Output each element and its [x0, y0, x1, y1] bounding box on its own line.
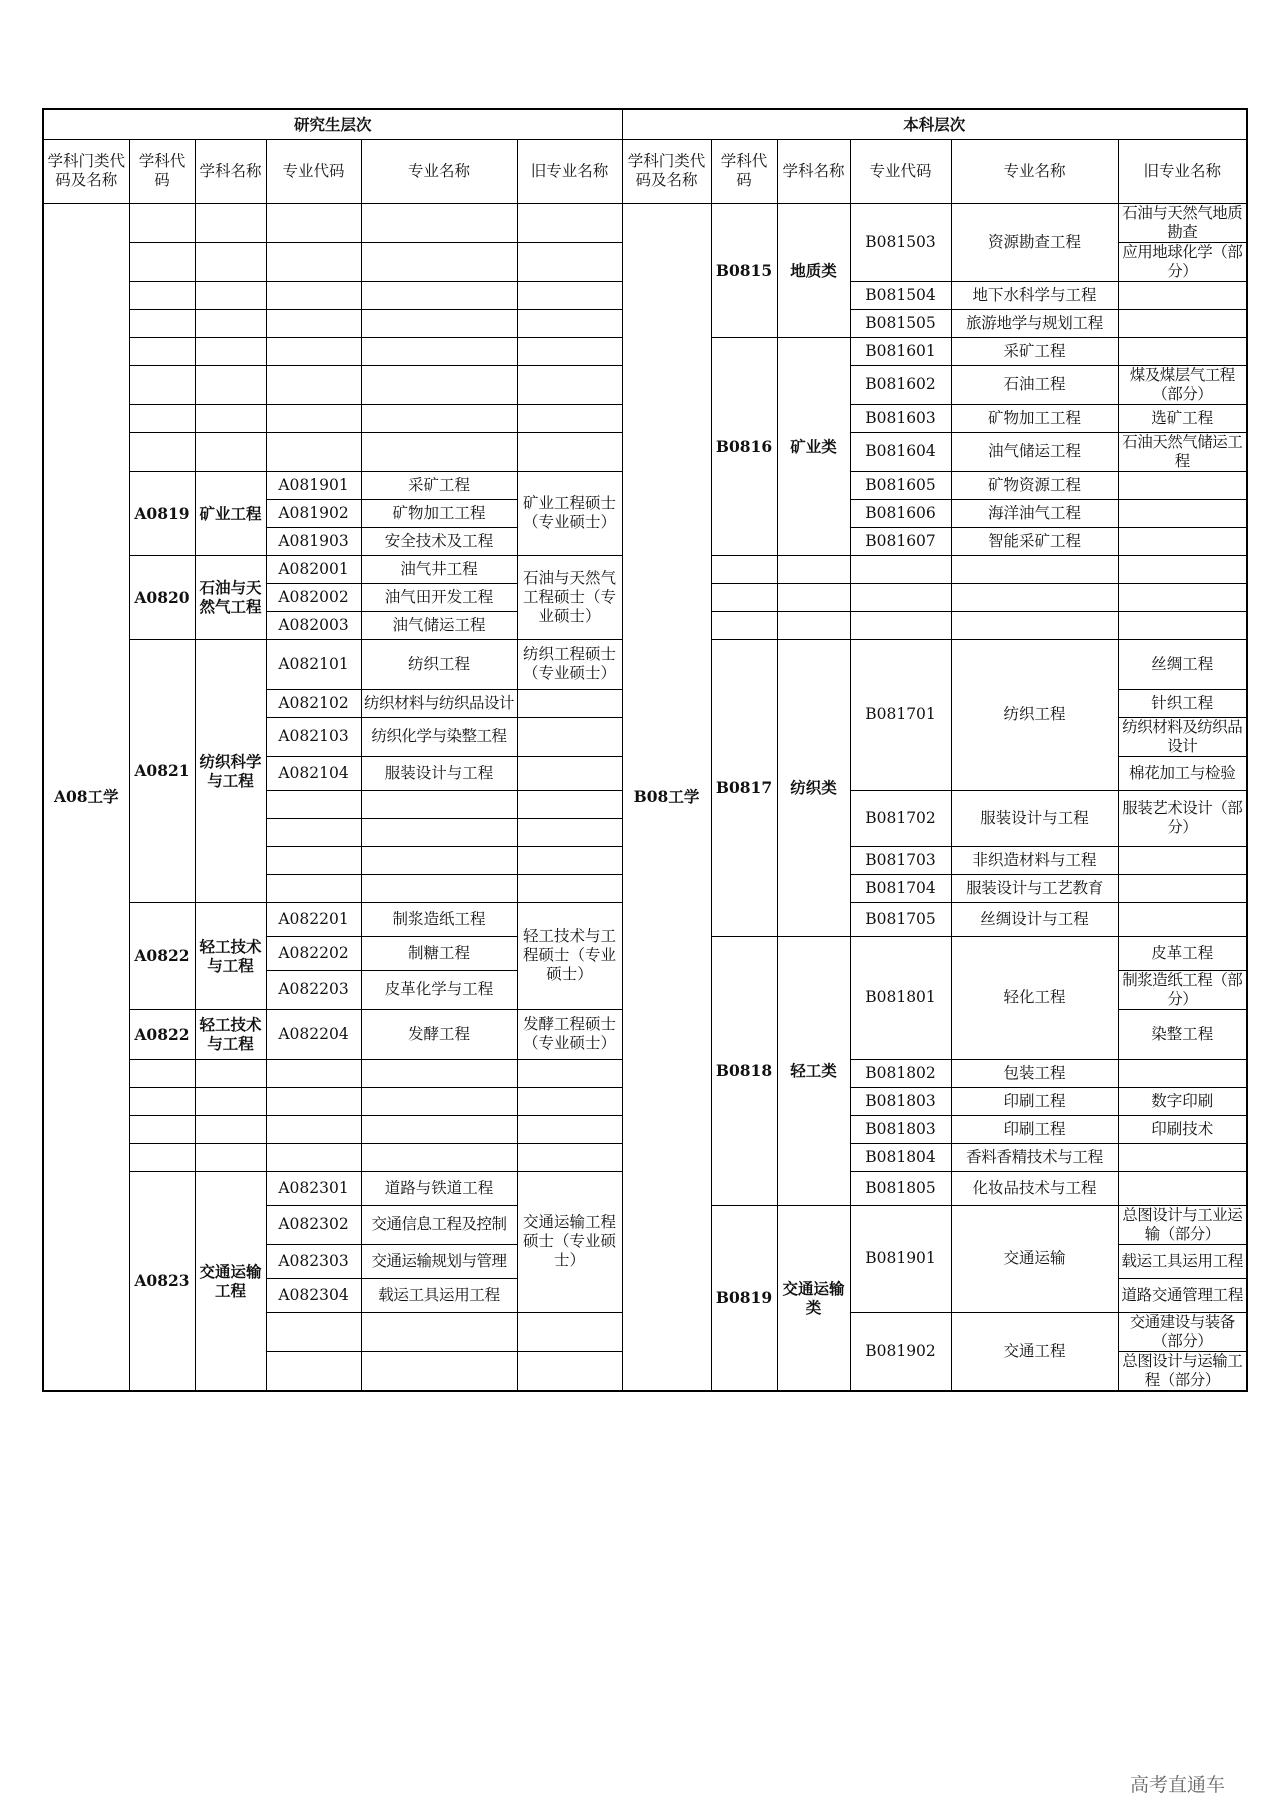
major-name: 油气井工程: [361, 555, 517, 583]
empty-cell: [517, 846, 622, 874]
major-name: 交通信息工程及控制: [361, 1205, 517, 1244]
old-major-name: 矿业工程硕士（专业硕士）: [517, 471, 622, 555]
major-name: 矿物加工工程: [361, 499, 517, 527]
empty-cell: [266, 1312, 361, 1351]
empty-cell: [517, 874, 622, 902]
major-name: 油气储运工程: [361, 611, 517, 639]
empty-cell: [195, 1087, 266, 1115]
discipline-name: 矿业工程: [195, 471, 266, 555]
empty-cell: [361, 432, 517, 471]
major-name: 油气储运工程: [951, 432, 1118, 471]
old-major-name: 数字印刷: [1118, 1087, 1247, 1115]
major-code: B081605: [850, 471, 951, 499]
major-code: A082002: [266, 583, 361, 611]
empty-cell: [129, 365, 195, 404]
discipline-name: 地质类: [777, 203, 850, 337]
major-name: 皮革化学与工程: [361, 970, 517, 1009]
empty-cell: [266, 1059, 361, 1087]
old-major-name: 服装艺术设计（部分）: [1118, 790, 1247, 846]
empty-cell: [195, 242, 266, 281]
major-name: 非织造材料与工程: [951, 846, 1118, 874]
empty-cell: [195, 281, 266, 309]
discipline-code: A0822: [129, 902, 195, 1009]
empty-cell: [517, 404, 622, 432]
major-code: B081603: [850, 404, 951, 432]
empty-cell: [517, 281, 622, 309]
major-name: 石油工程: [951, 365, 1118, 404]
old-major-name: 丝绸工程: [1118, 639, 1247, 689]
old-major-name: 交通运输工程硕士（专业硕士）: [517, 1171, 622, 1312]
major-code: B081805: [850, 1171, 951, 1205]
column-header: 学科门类代码及名称: [43, 139, 129, 203]
empty-cell: [266, 365, 361, 404]
old-major-name: 皮革工程: [1118, 936, 1247, 970]
empty-cell: [517, 790, 622, 818]
major-name: 纺织化学与染整工程: [361, 717, 517, 756]
empty-cell: [361, 309, 517, 337]
old-major-name: [1118, 846, 1247, 874]
major-code: A082103: [266, 717, 361, 756]
empty-cell: [195, 309, 266, 337]
empty-cell: [517, 432, 622, 471]
old-major-name: [1118, 281, 1247, 309]
empty-cell: [517, 337, 622, 365]
major-code: B081607: [850, 527, 951, 555]
empty-cell: [129, 242, 195, 281]
major-code: B081804: [850, 1143, 951, 1171]
major-name: 采矿工程: [361, 471, 517, 499]
major-code: B081505: [850, 309, 951, 337]
discipline-name: 矿业类: [777, 337, 850, 555]
empty-cell: [361, 1351, 517, 1391]
empty-cell: [266, 1351, 361, 1391]
major-code: B081803: [850, 1087, 951, 1115]
empty-cell: [129, 309, 195, 337]
old-major-name: 交通建设与装备（部分）: [1118, 1312, 1247, 1351]
major-name: 交通工程: [951, 1312, 1118, 1391]
major-code: B081703: [850, 846, 951, 874]
major-code: B081704: [850, 874, 951, 902]
major-name: 交通运输: [951, 1205, 1118, 1312]
discipline-name: 交通运输工程: [195, 1171, 266, 1391]
major-code: A082203: [266, 970, 361, 1009]
major-code: B081604: [850, 432, 951, 471]
major-code: B081602: [850, 365, 951, 404]
empty-cell: [266, 846, 361, 874]
empty-cell: [850, 555, 951, 583]
empty-cell: [195, 1143, 266, 1171]
major-code: B081802: [850, 1059, 951, 1087]
major-code: A082302: [266, 1205, 361, 1244]
old-major-name: [1118, 337, 1247, 365]
major-code: A082201: [266, 902, 361, 936]
major-code: B081702: [850, 790, 951, 846]
discipline-code: A0819: [129, 471, 195, 555]
category-label: B08工学: [622, 203, 711, 1391]
empty-cell: [517, 1059, 622, 1087]
major-catalog-table: [42, 108, 1248, 1392]
column-header: 旧专业名称: [517, 139, 622, 203]
empty-cell: [129, 1087, 195, 1115]
old-major-name: 石油天然气储运工程: [1118, 432, 1247, 471]
empty-cell: [361, 790, 517, 818]
empty-cell: [517, 1312, 622, 1351]
empty-cell: [195, 432, 266, 471]
major-code: A082301: [266, 1171, 361, 1205]
empty-cell: [266, 1115, 361, 1143]
old-major-name: 总图设计与运输工程（部分）: [1118, 1351, 1247, 1391]
major-code: A082003: [266, 611, 361, 639]
empty-cell: [266, 432, 361, 471]
empty-cell: [266, 337, 361, 365]
major-code: A082303: [266, 1244, 361, 1278]
empty-cell: [129, 337, 195, 365]
major-name: 香料香精技术与工程: [951, 1143, 1118, 1171]
table-row: [43, 203, 1247, 242]
major-code: B081803: [850, 1115, 951, 1143]
section-title-graduate: 研究生层次: [43, 109, 622, 139]
empty-cell: [517, 756, 622, 790]
old-major-name: 石油与天然气工程硕士（专业硕士）: [517, 555, 622, 639]
empty-cell: [777, 583, 850, 611]
old-major-name: 选矿工程: [1118, 404, 1247, 432]
discipline-code: A0821: [129, 639, 195, 902]
empty-cell: [850, 611, 951, 639]
empty-cell: [517, 203, 622, 242]
empty-cell: [711, 611, 777, 639]
major-name: 矿物资源工程: [951, 471, 1118, 499]
old-major-name: [1118, 902, 1247, 936]
major-name: 纺织材料与纺织品设计: [361, 689, 517, 717]
old-major-name: [1118, 499, 1247, 527]
old-major-name: [1118, 1171, 1247, 1205]
empty-cell: [361, 203, 517, 242]
empty-cell: [266, 1143, 361, 1171]
column-header: 学科代码: [711, 139, 777, 203]
empty-cell: [361, 1115, 517, 1143]
old-major-name: 轻工技术与工程硕士（专业硕士）: [517, 902, 622, 1009]
major-name: 道路与铁道工程: [361, 1171, 517, 1205]
major-code: A082101: [266, 639, 361, 689]
empty-cell: [361, 874, 517, 902]
column-header: 旧专业名称: [1118, 139, 1247, 203]
major-code: A082204: [266, 1009, 361, 1059]
empty-cell: [266, 790, 361, 818]
major-code: A082202: [266, 936, 361, 970]
empty-cell: [517, 717, 622, 756]
empty-cell: [711, 583, 777, 611]
empty-cell: [361, 1087, 517, 1115]
major-code: A081903: [266, 527, 361, 555]
discipline-code: B0819: [711, 1205, 777, 1391]
old-major-name: 针织工程: [1118, 689, 1247, 717]
major-name: 纺织工程: [361, 639, 517, 689]
major-code: A081901: [266, 471, 361, 499]
empty-cell: [951, 583, 1118, 611]
major-name: 油气田开发工程: [361, 583, 517, 611]
empty-cell: [195, 365, 266, 404]
major-name: 化妆品技术与工程: [951, 1171, 1118, 1205]
empty-cell: [129, 432, 195, 471]
empty-cell: [266, 404, 361, 432]
empty-cell: [361, 1312, 517, 1351]
empty-cell: [777, 555, 850, 583]
major-name: 载运工具运用工程: [361, 1278, 517, 1312]
empty-cell: [361, 281, 517, 309]
empty-cell: [517, 365, 622, 404]
header-row: [43, 139, 1247, 203]
major-code: A082001: [266, 555, 361, 583]
empty-cell: [951, 611, 1118, 639]
empty-cell: [266, 1087, 361, 1115]
major-name: 交通运输规划与管理: [361, 1244, 517, 1278]
empty-cell: [129, 281, 195, 309]
old-major-name: 总图设计与工业运输（部分）: [1118, 1205, 1247, 1244]
major-name: 智能采矿工程: [951, 527, 1118, 555]
column-header: 学科名称: [777, 139, 850, 203]
empty-cell: [711, 555, 777, 583]
major-name: 包装工程: [951, 1059, 1118, 1087]
discipline-code: A0823: [129, 1171, 195, 1391]
old-major-name: 纺织工程硕士（专业硕士）: [517, 639, 622, 689]
empty-cell: [517, 1115, 622, 1143]
discipline-code: B0818: [711, 936, 777, 1205]
old-major-name: 载运工具运用工程: [1118, 1244, 1247, 1278]
empty-cell: [195, 404, 266, 432]
major-name: 纺织工程: [951, 639, 1118, 790]
major-code: B081801: [850, 936, 951, 1059]
major-name: 服装设计与工艺教育: [951, 874, 1118, 902]
discipline-code: B0817: [711, 639, 777, 936]
major-name: 印刷工程: [951, 1115, 1118, 1143]
discipline-code: A0820: [129, 555, 195, 639]
old-major-name: [1118, 1143, 1247, 1171]
old-major-name: 道路交通管理工程: [1118, 1278, 1247, 1312]
watermark: 高考直通车: [1130, 1774, 1226, 1796]
empty-cell: [361, 818, 517, 846]
major-name: 矿物加工工程: [951, 404, 1118, 432]
major-name: 旅游地学与规划工程: [951, 309, 1118, 337]
empty-cell: [129, 404, 195, 432]
empty-cell: [195, 337, 266, 365]
old-major-name: [1118, 527, 1247, 555]
old-major-name: 纺织材料及纺织品设计: [1118, 717, 1247, 756]
major-code: A082304: [266, 1278, 361, 1312]
major-code: B081902: [850, 1312, 951, 1391]
major-code: B081705: [850, 902, 951, 936]
discipline-name: 轻工类: [777, 936, 850, 1205]
empty-cell: [1118, 583, 1247, 611]
empty-cell: [195, 1059, 266, 1087]
empty-cell: [361, 365, 517, 404]
empty-cell: [517, 242, 622, 281]
major-name: 采矿工程: [951, 337, 1118, 365]
discipline-code: A0822: [129, 1009, 195, 1059]
major-name: 丝绸设计与工程: [951, 902, 1118, 936]
major-code: B081504: [850, 281, 951, 309]
empty-cell: [517, 689, 622, 717]
empty-cell: [951, 555, 1118, 583]
old-major-name: 煤及煤层气工程（部分）: [1118, 365, 1247, 404]
major-name: 发酵工程: [361, 1009, 517, 1059]
empty-cell: [266, 874, 361, 902]
column-header: 专业名称: [951, 139, 1118, 203]
major-code: B081606: [850, 499, 951, 527]
discipline-code: B0815: [711, 203, 777, 337]
old-major-name: 染整工程: [1118, 1009, 1247, 1059]
empty-cell: [517, 1143, 622, 1171]
discipline-name: 轻工技术与工程: [195, 902, 266, 1009]
major-name: 印刷工程: [951, 1087, 1118, 1115]
old-major-name: [1118, 309, 1247, 337]
empty-cell: [129, 1143, 195, 1171]
empty-cell: [1118, 611, 1247, 639]
old-major-name: 棉花加工与检验: [1118, 756, 1247, 790]
discipline-name: 轻工技术与工程: [195, 1009, 266, 1059]
column-header: 学科门类代码及名称: [622, 139, 711, 203]
major-name: 轻化工程: [951, 936, 1118, 1059]
discipline-name: 石油与天然气工程: [195, 555, 266, 639]
empty-cell: [361, 846, 517, 874]
empty-cell: [361, 1059, 517, 1087]
column-header: 专业名称: [361, 139, 517, 203]
column-header: 专业代码: [266, 139, 361, 203]
category-label: A08工学: [43, 203, 129, 1391]
major-name: 制糖工程: [361, 936, 517, 970]
major-code: B081901: [850, 1205, 951, 1312]
old-major-name: 发酵工程硕士（专业硕士）: [517, 1009, 622, 1059]
old-major-name: [1118, 471, 1247, 499]
empty-cell: [361, 242, 517, 281]
column-header: 学科代码: [129, 139, 195, 203]
old-major-name: 应用地球化学（部分）: [1118, 242, 1247, 281]
empty-cell: [129, 1059, 195, 1087]
empty-cell: [517, 818, 622, 846]
major-name: 地下水科学与工程: [951, 281, 1118, 309]
empty-cell: [850, 583, 951, 611]
major-name: 安全技术及工程: [361, 527, 517, 555]
empty-cell: [361, 1143, 517, 1171]
section-title-undergraduate: 本科层次: [622, 109, 1247, 139]
old-major-name: 印刷技术: [1118, 1115, 1247, 1143]
empty-cell: [129, 203, 195, 242]
old-major-name: 制浆造纸工程（部分）: [1118, 970, 1247, 1009]
discipline-name: 纺织类: [777, 639, 850, 936]
empty-cell: [361, 337, 517, 365]
major-code: B081503: [850, 203, 951, 281]
empty-cell: [266, 242, 361, 281]
major-name: 服装设计与工程: [951, 790, 1118, 846]
old-major-name: 石油与天然气地质勘查: [1118, 203, 1247, 242]
empty-cell: [777, 611, 850, 639]
column-header: 专业代码: [850, 139, 951, 203]
column-header: 学科名称: [195, 139, 266, 203]
empty-cell: [266, 309, 361, 337]
empty-cell: [195, 1115, 266, 1143]
discipline-name: 交通运输类: [777, 1205, 850, 1391]
header-row: [43, 109, 1247, 139]
major-code: A082102: [266, 689, 361, 717]
major-name: 海洋油气工程: [951, 499, 1118, 527]
major-name: 服装设计与工程: [361, 756, 517, 790]
old-major-name: [1118, 874, 1247, 902]
major-code: A081902: [266, 499, 361, 527]
major-code: B081601: [850, 337, 951, 365]
empty-cell: [266, 281, 361, 309]
old-major-name: [1118, 1059, 1247, 1087]
discipline-name: 纺织科学与工程: [195, 639, 266, 902]
empty-cell: [517, 1087, 622, 1115]
empty-cell: [266, 818, 361, 846]
major-code: A082104: [266, 756, 361, 790]
empty-cell: [1118, 555, 1247, 583]
discipline-code: B0816: [711, 337, 777, 555]
empty-cell: [517, 309, 622, 337]
empty-cell: [266, 203, 361, 242]
empty-cell: [195, 203, 266, 242]
empty-cell: [129, 1115, 195, 1143]
major-name: 资源勘查工程: [951, 203, 1118, 281]
major-name: 制浆造纸工程: [361, 902, 517, 936]
major-code: B081701: [850, 639, 951, 790]
empty-cell: [517, 1351, 622, 1391]
empty-cell: [361, 404, 517, 432]
document-page: [42, 108, 1248, 1392]
